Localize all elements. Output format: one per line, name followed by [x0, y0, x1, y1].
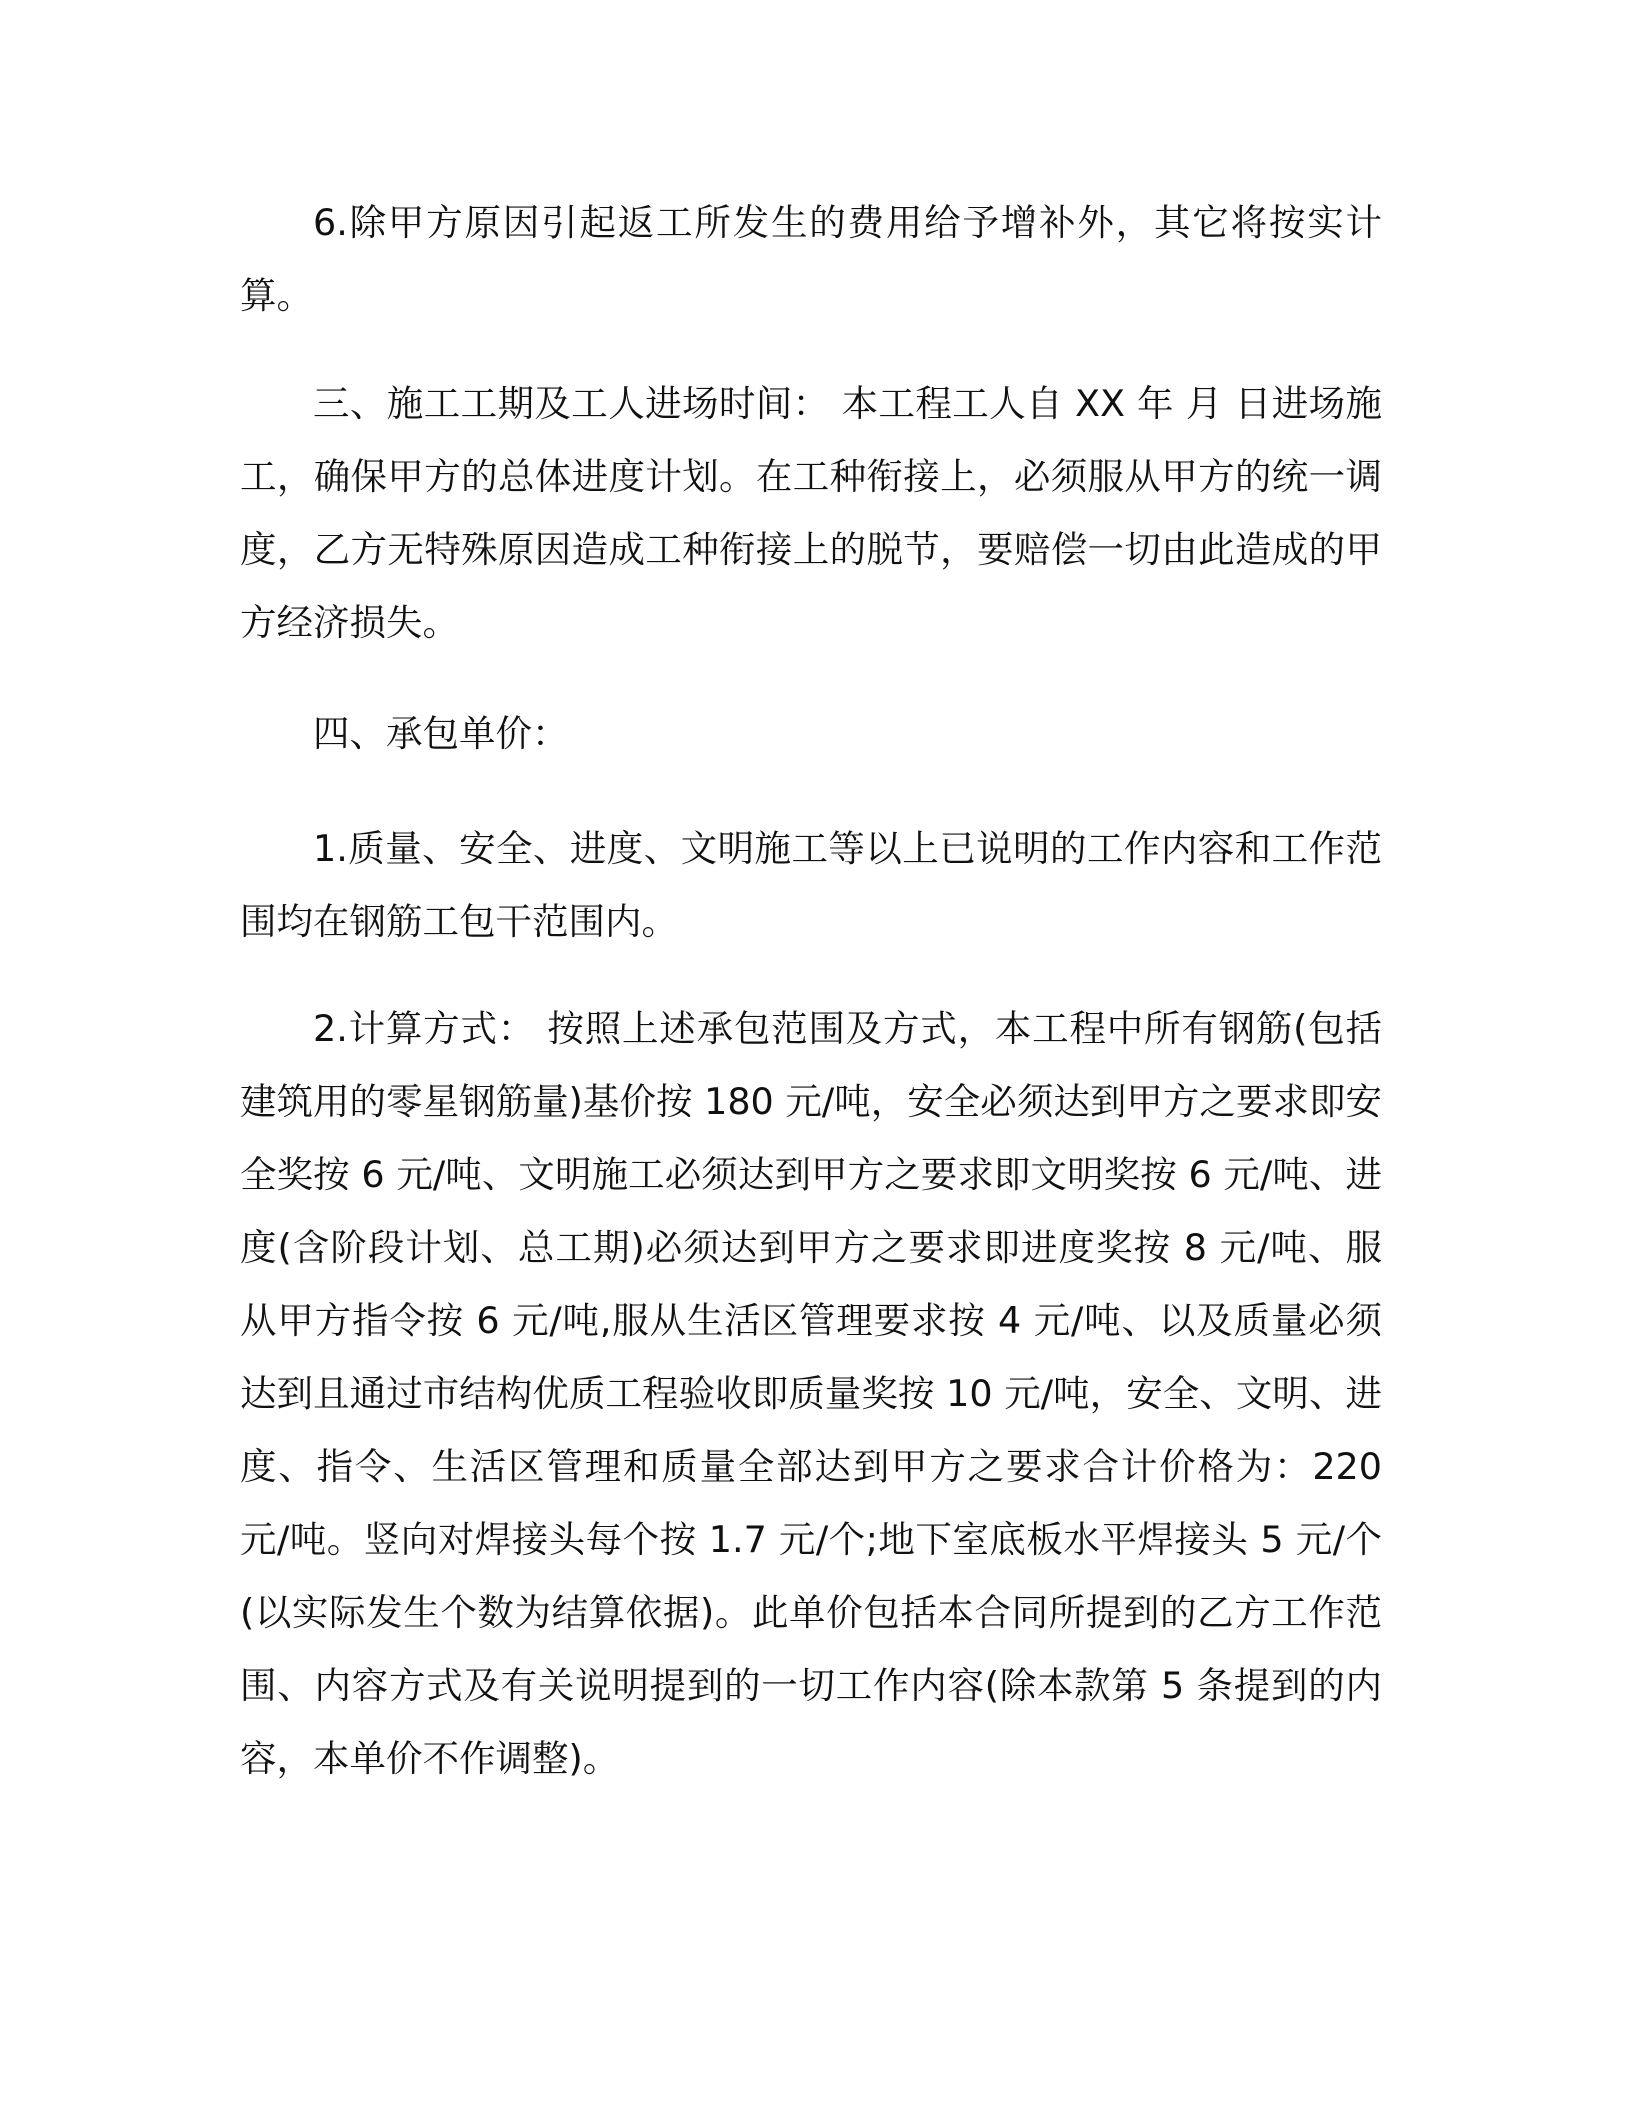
paragraph-rework-costs: 6.除甲方原因引起返工所发生的费用给予增补外，其它将按实计算。 — [240, 201, 1382, 317]
paragraph-construction-schedule: 三、施工工期及工人进场时间： 本工程工人自 XX 年 月 日进场施工，确保甲方的总体进度计划。在工种衔接上，必须服从甲方的统一调度，乙方无特殊原因造成工种衔接上的脱节，要赔偿一切由此造成的甲方经济损失。 — [240, 382, 1382, 644]
section-heading-unit-price: 四、承包单价： — [313, 712, 569, 755]
document-body — [240, 186, 1382, 1795]
paragraph-scope-items: 1.质量、安全、进度、文明施工等以上已说明的工作内容和工作范围均在钢筋工包干范围内。 — [240, 827, 1382, 943]
paragraph-calculation-method: 2.计算方式： 按照上述承包范围及方式，本工程中所有钢筋(包括建筑用的零星钢筋量)基价按 180 元/吨，安全必须达到甲方之要求即安全奖按 6 元/吨、文明施工必须达到甲方之要求即文明奖按 6 元/吨、进度(含阶段计划、总工期)必须达到甲方之要求即进度奖按 8 元/吨、服从甲方指令按 6 元/吨,服从生活区管理要求按 4 元/吨、以及质量必须达到且通过市结构优质工程验收即质量奖按 10 元/吨，安全、文明、进度、指令、生活区管理和质量全部达到甲方之要求合计价格为：220 元/吨。竖向对焊接头每个按 1.7 元/个;地下室底板水平焊接头 5 元/个(以实际发生个数为结算依据)。此单价包括本合同所提到的乙方工作范围、内容方式及有关说明提到的一切工作内容(除本款第 5 条提到的内容，本单价不作调整)。 — [240, 1007, 1382, 1780]
